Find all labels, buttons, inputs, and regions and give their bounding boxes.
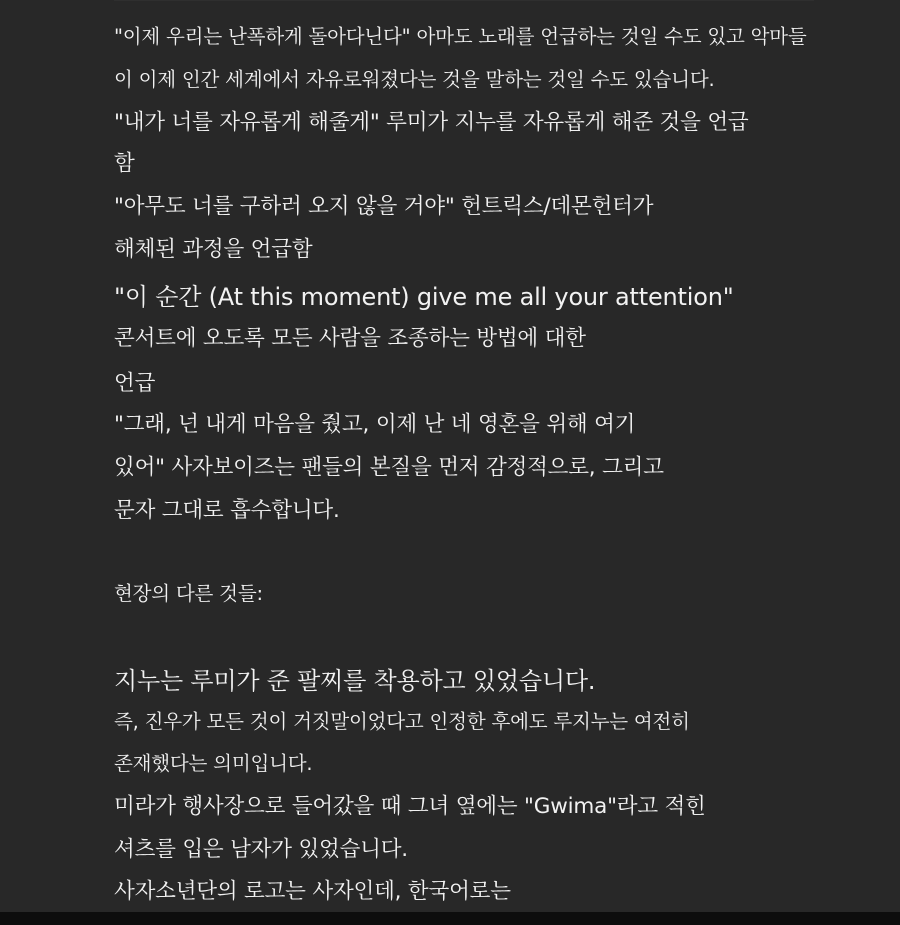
text-line: 존재했다는 의미입니다. (114, 752, 313, 775)
text-line: 언급 (114, 371, 156, 396)
text-line: 콘서트에 오도록 모든 사람을 조종하는 방법에 대한 (114, 326, 586, 351)
text-line: "아무도 너를 구하러 오지 않을 거야" 헌트릭스/데몬헌터가 (114, 194, 654, 219)
text-line: 사자소년단의 로고는 사자인데, 한국어로는 (114, 879, 511, 904)
cut-off-line (114, 0, 814, 1)
section-heading: 현장의 다른 것들: (114, 582, 263, 605)
text-line: "내가 너를 자유롭게 해줄게" 루미가 지누를 자유롭게 해준 것을 언급 (114, 110, 749, 135)
text-line: 해체된 과정을 언급함 (114, 237, 313, 262)
text-line: 이 이제 인간 세계에서 자유로워졌다는 것을 말하는 것일 수도 있습니다. (114, 68, 715, 91)
text-line: 문자 그대로 흡수합니다. (114, 498, 340, 523)
text-line: 있어" 사자보이즈는 팬들의 본질을 먼저 감정적으로, 그리고 (114, 455, 664, 480)
text-line: 함 (114, 151, 135, 176)
text-line: "이제 우리는 난폭하게 돌아다닌다" 아마도 노래를 언급하는 것일 수도 있고 악마들 (114, 25, 807, 48)
text-line: 즉, 진우가 모든 것이 거짓말이었다고 인정한 후에도 루지누는 여전히 (114, 710, 690, 733)
text-line: "그래, 넌 내게 마음을 줬고, 이제 난 네 영혼을 위해 여기 (114, 412, 636, 437)
text-line: 셔츠를 입은 남자가 있었습니다. (114, 837, 408, 862)
text-line: "이 순간 (At this moment) give me all your attention" (114, 283, 734, 311)
text-line: 지누는 루미가 준 팔찌를 착용하고 있었습니다. (114, 667, 596, 695)
text-line: 미라가 행사장으로 들어갔을 때 그녀 옆에는 "Gwima"라고 적힌 (114, 794, 706, 819)
bottom-bar (0, 912, 900, 925)
